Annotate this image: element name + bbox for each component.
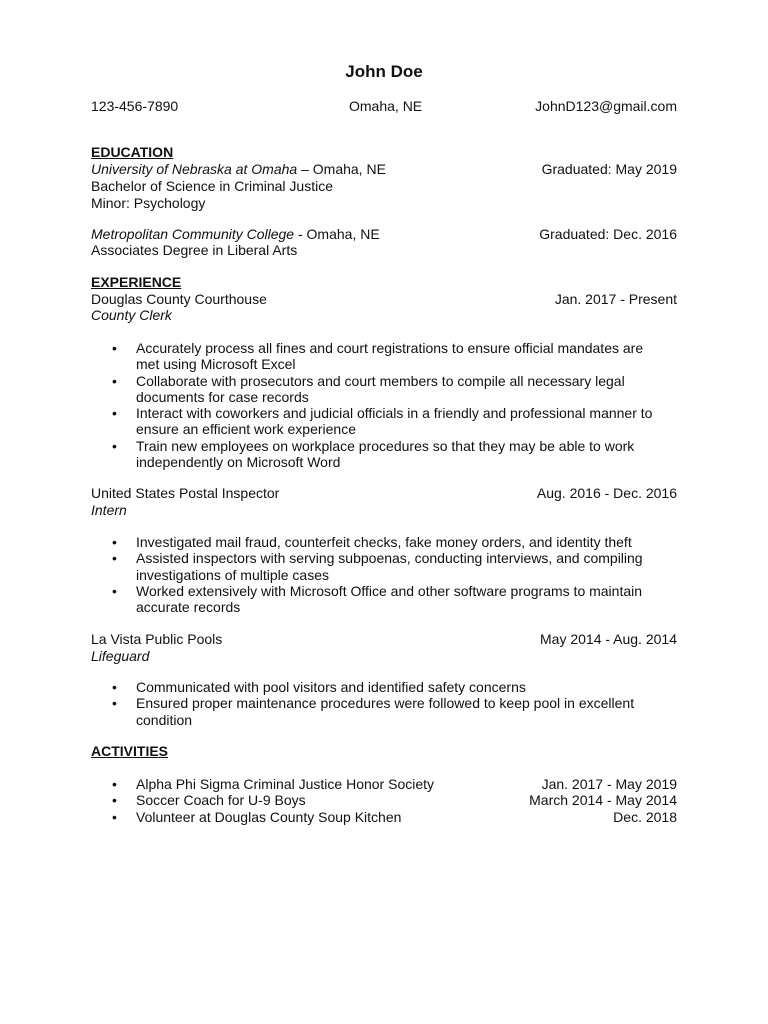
phone-number: 123-456-7890 bbox=[91, 98, 179, 114]
education-entry-1-school: University of Nebraska at Omaha bbox=[91, 161, 298, 177]
activities-heading: ACTIVITIES bbox=[91, 743, 169, 759]
resume-name: John Doe bbox=[345, 62, 423, 81]
list-item bbox=[91, 679, 677, 695]
bullet-icon: • bbox=[112, 534, 117, 550]
bullet-icon: • bbox=[112, 679, 117, 695]
bullet-icon: • bbox=[112, 340, 117, 356]
list-item bbox=[91, 405, 677, 438]
bullet-icon: • bbox=[112, 582, 117, 599]
job-2-title: Intern bbox=[91, 502, 127, 518]
email-address: JohnD123@gmail.com bbox=[535, 98, 677, 114]
bullet-icon: • bbox=[112, 437, 117, 454]
activity-text: Alpha Phi Sigma Criminal Justice Honor Society bbox=[136, 776, 435, 792]
list-item bbox=[91, 792, 677, 808]
job-1-header bbox=[91, 291, 677, 308]
home-location: Omaha, NE bbox=[349, 98, 423, 114]
job-1-employer: Douglas County Courthouse bbox=[91, 291, 267, 307]
education-entry-1-date: Graduated: May 2019 bbox=[541, 161, 677, 177]
education-entry-2-date: Graduated: Dec. 2016 bbox=[539, 226, 677, 242]
list-item bbox=[91, 438, 677, 471]
bullet-icon: • bbox=[112, 405, 117, 422]
list-item bbox=[91, 583, 677, 616]
bullet-icon: • bbox=[112, 695, 117, 712]
bullet-text: Assisted inspectors with serving subpoenas, conducting interviews, and compiling investigations of multiple cases bbox=[136, 550, 643, 583]
activity-date: Jan. 2017 - May 2019 bbox=[541, 776, 677, 792]
job-2-employer: United States Postal Inspector bbox=[91, 485, 280, 501]
contact-line bbox=[91, 98, 677, 116]
education-entry-1-minor: Minor: Psychology bbox=[91, 195, 206, 211]
bullet-text: Collaborate with prosecutors and court members to compile all necessary legal documents for case records bbox=[136, 372, 625, 405]
activities-list bbox=[91, 776, 677, 825]
job-1-bullet-list bbox=[91, 340, 677, 470]
job-3-header bbox=[91, 631, 677, 648]
bullet-text: Interact with coworkers and judicial officials in a friendly and professional manner to ensure an efficient work experience bbox=[136, 405, 653, 438]
bullet-icon: • bbox=[112, 776, 117, 792]
experience-heading: EXPERIENCE bbox=[91, 274, 182, 290]
bullet-icon: • bbox=[112, 550, 117, 567]
education-entry-2-location: - Omaha, NE bbox=[294, 226, 380, 242]
activity-text: Volunteer at Douglas County Soup Kitchen bbox=[136, 808, 402, 825]
bullet-icon: • bbox=[112, 808, 117, 825]
bullet-text: Worked extensively with Microsoft Office and other software programs to maintain accurate records bbox=[136, 582, 643, 616]
bullet-text: Investigated mail fraud, counterfeit checks, fake money orders, and identity theft bbox=[136, 534, 632, 550]
job-2-header bbox=[91, 485, 677, 502]
job-3-title: Lifeguard bbox=[91, 648, 150, 664]
activity-date: Dec. 2018 bbox=[613, 808, 677, 825]
job-3-bullet-list bbox=[91, 679, 677, 728]
education-entry-2-school-line bbox=[91, 226, 677, 243]
education-heading: EDUCATION bbox=[91, 144, 174, 160]
bullet-text: Communicated with pool visitors and identified safety concerns bbox=[136, 679, 526, 695]
education-entry-1-school-line bbox=[91, 161, 677, 178]
bullet-text: Ensured proper maintenance procedures were followed to keep pool in excellent condition bbox=[136, 695, 635, 728]
activity-date: March 2014 - May 2014 bbox=[529, 792, 677, 809]
list-item bbox=[91, 373, 677, 406]
bullet-text: Accurately process all fines and court registrations to ensure official mandates are met using Microsoft Excel bbox=[136, 340, 644, 373]
list-item bbox=[91, 534, 677, 550]
activity-text: Soccer Coach for U-9 Boys bbox=[136, 792, 306, 809]
bullet-text: Train new employees on workplace procedures so that they may be able to work independently on Microsoft Word bbox=[136, 437, 635, 471]
education-entry-1-degree: Bachelor of Science in Criminal Justice bbox=[91, 178, 333, 194]
list-item bbox=[91, 695, 677, 728]
education-entry-2-degree: Associates Degree in Liberal Arts bbox=[91, 242, 298, 258]
job-2-date: Aug. 2016 - Dec. 2016 bbox=[536, 485, 677, 501]
list-item bbox=[91, 809, 677, 825]
job-2-bullet-list bbox=[91, 534, 677, 615]
list-item bbox=[91, 340, 677, 373]
education-entry-1-location: – Omaha, NE bbox=[297, 161, 386, 177]
job-3-employer: La Vista Public Pools bbox=[91, 631, 223, 647]
list-item bbox=[91, 776, 677, 792]
list-item bbox=[91, 550, 677, 583]
job-3-date: May 2014 - Aug. 2014 bbox=[540, 631, 677, 647]
job-1-date: Jan. 2017 - Present bbox=[554, 291, 677, 307]
bullet-icon: • bbox=[112, 792, 117, 809]
job-1-title: County Clerk bbox=[91, 307, 172, 323]
bullet-icon: • bbox=[112, 372, 117, 389]
education-entry-2-school: Metropolitan Community College bbox=[91, 226, 295, 242]
